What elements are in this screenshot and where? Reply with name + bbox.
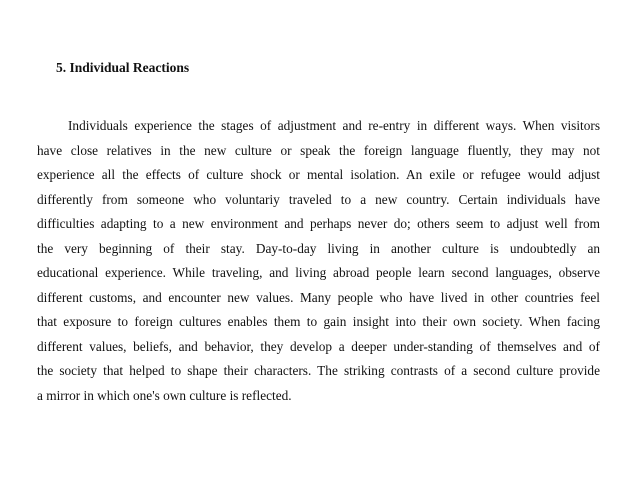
body-paragraph bbox=[37, 114, 600, 409]
paragraph-line: experience all the effects of culture shock or mental isolation. An exile or refugee would adjust bbox=[37, 167, 600, 183]
paragraph-line: difficulties adapting to a new environment and perhaps never do; others seem to adjust well from bbox=[37, 216, 600, 232]
paragraph-line: a mirror in which one's own culture is reflected. bbox=[37, 388, 292, 404]
paragraph-line: Individuals experience the stages of adjustment and re-entry in different ways. When visitors bbox=[68, 118, 600, 133]
paragraph-line: different values, beliefs, and behavior, they develop a deeper under-standing of themselves and of bbox=[37, 338, 600, 354]
paragraph-line: the very beginning of their stay. Day-to-day living in another culture is undoubtedly an bbox=[37, 240, 600, 256]
paragraph-line: the society that helped to shape their characters. The striking contrasts of a second culture provide bbox=[37, 363, 600, 379]
paragraph-line: differently from someone who voluntariy traveled to a new country. Certain individuals have bbox=[37, 191, 600, 207]
paragraph-line: have close relatives in the new culture or speak the foreign language fluently, they may not bbox=[37, 142, 600, 158]
section-heading: 5. Individual Reactions bbox=[56, 60, 190, 75]
paragraph-line: different customs, and encounter new values. Many people who have lived in other countries feel bbox=[37, 289, 600, 305]
paragraph-line: that exposure to foreign cultures enables them to gain insight into their own society. When facing bbox=[37, 314, 600, 330]
paragraph-line: educational experience. While traveling, and living abroad people learn second languages, observe bbox=[37, 265, 600, 281]
